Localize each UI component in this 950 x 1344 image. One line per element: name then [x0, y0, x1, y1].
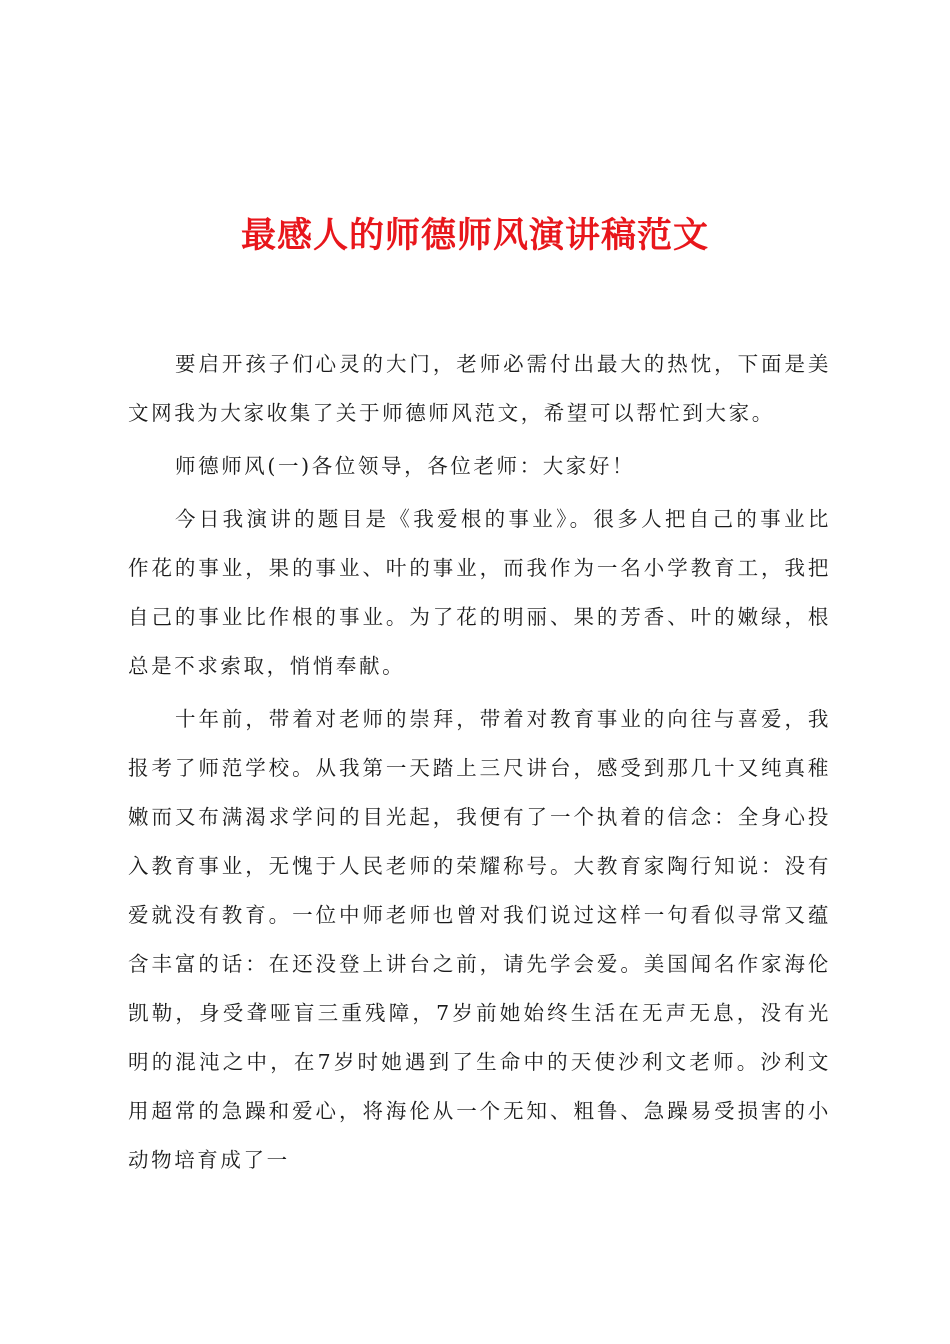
paragraph-intro: 要启开孩子们心灵的大门，老师必需付出最大的热忱，下面是美文网我为大家收集了关于师德师风范文，希望可以帮忙到大家。	[128, 352, 831, 425]
paragraph-ten-years-ago: 十年前，带着对老师的崇拜，带着对教育事业的向往与喜爱，我报考了师范学校。从我第一天踏上三尺讲台，感受到那几十又纯真稚嫩而又布满渴求学问的目光起，我便有了一个执着的信念：全身心投入教育事业，无愧于人民老师的荣耀称号。大教育家陶行知说：没有爱就没有教育。一位中师老师也曾对我们说过这样一句看似寻常又蕴含丰富的话：在还没登上讲台之前，请先学会爱。美国闻名作家海伦凯勒，身受聋哑盲三重残障，7岁前她始终生活在无声无息，没有光明的混沌之中，在7岁时她遇到了生命中的天使沙利文老师。沙利文用超常的急躁和爱心，将海伦从一个无知、粗鲁、急躁易受损害的小动物培育成了一	[128, 707, 831, 1172]
paragraph-greeting: 师德师风(一)各位领导，各位老师：大家好！	[175, 454, 636, 478]
paragraph-speech-topic: 今日我演讲的题目是《我爱根的事业》。很多人把自己的事业比作花的事业，果的事业、叶的事业，而我作为一名小学教育工，我把自己的事业比作根的事业。为了花的明丽、果的芳香、叶的嫩绿，根总是不求索取，悄悄奉献。	[128, 507, 831, 678]
document-title: 最感人的师德师风演讲稿范文	[240, 215, 709, 256]
document-body	[128, 340, 831, 1185]
